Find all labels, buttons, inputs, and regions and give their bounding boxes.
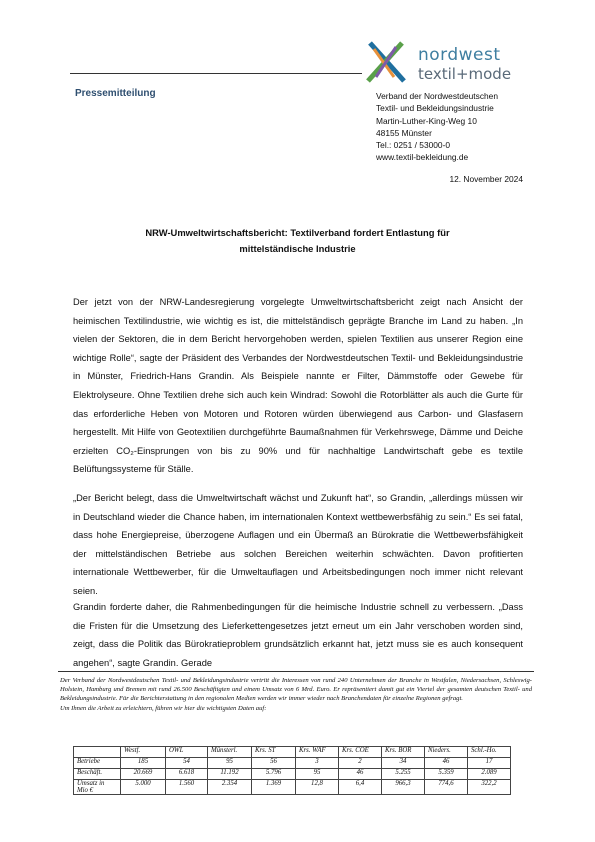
table-header-cell: Münsterl.	[208, 747, 252, 758]
table-header-cell: Krs. BOR	[382, 747, 425, 758]
table-cell: 1.560	[166, 780, 208, 795]
table-header-cell: Krs. ST	[252, 747, 296, 758]
website-link[interactable]: www.textil-bekleidung.de	[376, 152, 469, 163]
headline	[110, 225, 485, 257]
table-cell: 2.089	[468, 769, 511, 780]
table-header-cell: OWL	[166, 747, 208, 758]
table-header-row	[74, 747, 511, 758]
table-row-label: Betriebe	[74, 758, 121, 769]
table-cell: 20.669	[121, 769, 166, 780]
table-cell: 95	[296, 769, 339, 780]
table-cell: 5.796	[252, 769, 296, 780]
address-line: Textil- und Bekleidungsindustrie	[376, 103, 494, 114]
table-cell: 12,8	[296, 780, 339, 795]
table-cell: 56	[252, 758, 296, 769]
table-row	[74, 780, 511, 795]
table-cell: 6,4	[339, 780, 382, 795]
footer-rule	[58, 671, 534, 672]
headline-line: mittelständische Industrie	[239, 243, 356, 254]
table-cell: 6.618	[166, 769, 208, 780]
address-line: Martin-Luther-King-Weg 10	[376, 115, 477, 126]
table-header-cell	[74, 747, 121, 758]
table-row	[74, 769, 511, 780]
paragraph-2: „Der Bericht belegt, dass die Umweltwirtschaft wächst und Zukunft hat“, so Grandin, „allerdings müssen wir in Deutschland wieder die Chance haben, im internationalen Kontext wettbewerbsfähig zu sein.“ Es sei fatal, dass hohe Energiepreise, überzogene Auflagen und ein Übermaß an Bürokratie die Wettbewerbsfähigkeit der mittelständischen Betriebe aus solchen Bereichen weiterhin schwächten. Davon profitierten internationale Wettbewerber, für die Umweltauflagen und Arbeitsbedingungen noch immer nicht relevant seien.	[73, 493, 523, 596]
press-label: Pressemitteilung	[75, 88, 156, 99]
table-cell: 5.255	[382, 769, 425, 780]
table-header-cell: Krs. WAF	[296, 747, 339, 758]
table-cell: 34	[382, 758, 425, 769]
footer-text: Der Verband der Nordwestdeutschen Textil- und Bekleidungsindustrie vertritt die Interessen von rund 240 Unternehmen der Branche in Westfalen, Niedersachsen, Schleswig-Holstein, Hamburg und Bremen mit rund 26.500 Beschäftigten und einem Umsatz von 6 Mrd. Euro. Er repräsentiert damit gut ein Viertel der gesamten deutschen Textil- und Bekleidungsindustrie. Für die Berichterstattung in den regionalen Medien werden wir immer wieder nach Branchendaten für einzelne Regionen gefragt.	[60, 677, 532, 703]
logo-text-nordwest: nordwest	[418, 45, 501, 65]
address-line: Verband der Nordwestdeutschen	[376, 91, 498, 101]
table-cell: 1.369	[252, 780, 296, 795]
table-cell: 11.192	[208, 769, 252, 780]
table-row	[74, 758, 511, 769]
table-cell: 17	[468, 758, 511, 769]
footer-note	[60, 676, 532, 713]
table-row-label: Umsatz in Mio €	[74, 780, 121, 795]
branch-data-table	[73, 746, 511, 795]
table-cell: 5.359	[425, 769, 468, 780]
table-cell: 46	[425, 758, 468, 769]
table-cell: 3	[296, 758, 339, 769]
footer-intro: Um Ihnen die Arbeit zu erleichtern, führen wir hier die wichtigsten Daten auf:	[60, 704, 267, 712]
headline-line: NRW-Umweltwirtschaftsbericht: Textilverband fordert Entlastung für	[145, 227, 450, 238]
table-header-cell: Schl.-Ho.	[468, 747, 511, 758]
nordwest-logo	[364, 41, 512, 87]
table-header-cell: Krs. COE	[339, 747, 382, 758]
sender-address	[376, 90, 498, 164]
table-header-cell: Westf.	[121, 747, 166, 758]
paragraph-1: Der jetzt von der NRW-Landesregierung vorgelegte Umweltwirtschaftsbericht zeigt nach Ansicht der heimischen Textilindustrie, wie wichtig es ist, die mittelständisch geprägte Branche im Land zu haben. „In vielen der Sektoren, die in dem Bericht hervorgehoben werden, spielen Textilien aus unserer Region eine wichtige Rolle“, sagte der Präsident des Verbandes der Nordwestdeutschen Textil- und Bekleidungsindustrie in Münster, Friedrich-Hans Grandin. Als Beispiele nannte er Filter, Dämmstoffe oder Gewebe für Elektrolyseure. Ohne Textilien drehe sich auch kein Windrad: Sowohl die Rotorblätter als auch die Gurte für das erforderliche Heben von Motoren und Rotoren würden überwiegend aus Carbon- und Glasfasern hergestellt. Mit Hilfe von Geotextilien durchgeführte Baumaßnahmen für Verkehrswege, Dämme und Deiche erzielten CO₂-Einsprungen von bis zu 90% und für nachhaltige Landwirtschaft gebe es textile Belüftungssysteme für Ställe.	[73, 297, 523, 475]
table-cell: 2	[339, 758, 382, 769]
logo-text-textilmode: textil+mode	[418, 65, 512, 83]
table-cell: 185	[121, 758, 166, 769]
table-cell: 54	[166, 758, 208, 769]
address-line: 48155 Münster	[376, 127, 432, 138]
address-line: Tel.: 0251 / 53000-0	[376, 140, 451, 151]
table-cell: 774,6	[425, 780, 468, 795]
table-header-cell: Nieders.	[425, 747, 468, 758]
table-cell: 966,3	[382, 780, 425, 795]
table-cell: 95	[208, 758, 252, 769]
press-date: 12. November 2024	[449, 174, 523, 184]
table-cell: 5.000	[121, 780, 166, 795]
header-rule	[70, 73, 362, 74]
paragraph-3: Grandin forderte daher, die Rahmenbedingungen für die heimische Industrie schnell zu verbessern. „Dass die Fristen für die Umsetzung des Lieferkettengesetzes jetzt erneut um ein Jahr verschoben worden sind, zeigt, dass die Politik das Bürokratieproblem grundsätzlich erkannt hat, jetzt muss sie es auch konsequent angehen“, sagte Grandin. Gerade	[73, 602, 523, 668]
logo-cross-icon	[364, 41, 410, 83]
table-cell: 322,2	[468, 780, 511, 795]
table-row-label: Beschäft.	[74, 769, 121, 780]
table-cell: 2.354	[208, 780, 252, 795]
table-cell: 46	[339, 769, 382, 780]
